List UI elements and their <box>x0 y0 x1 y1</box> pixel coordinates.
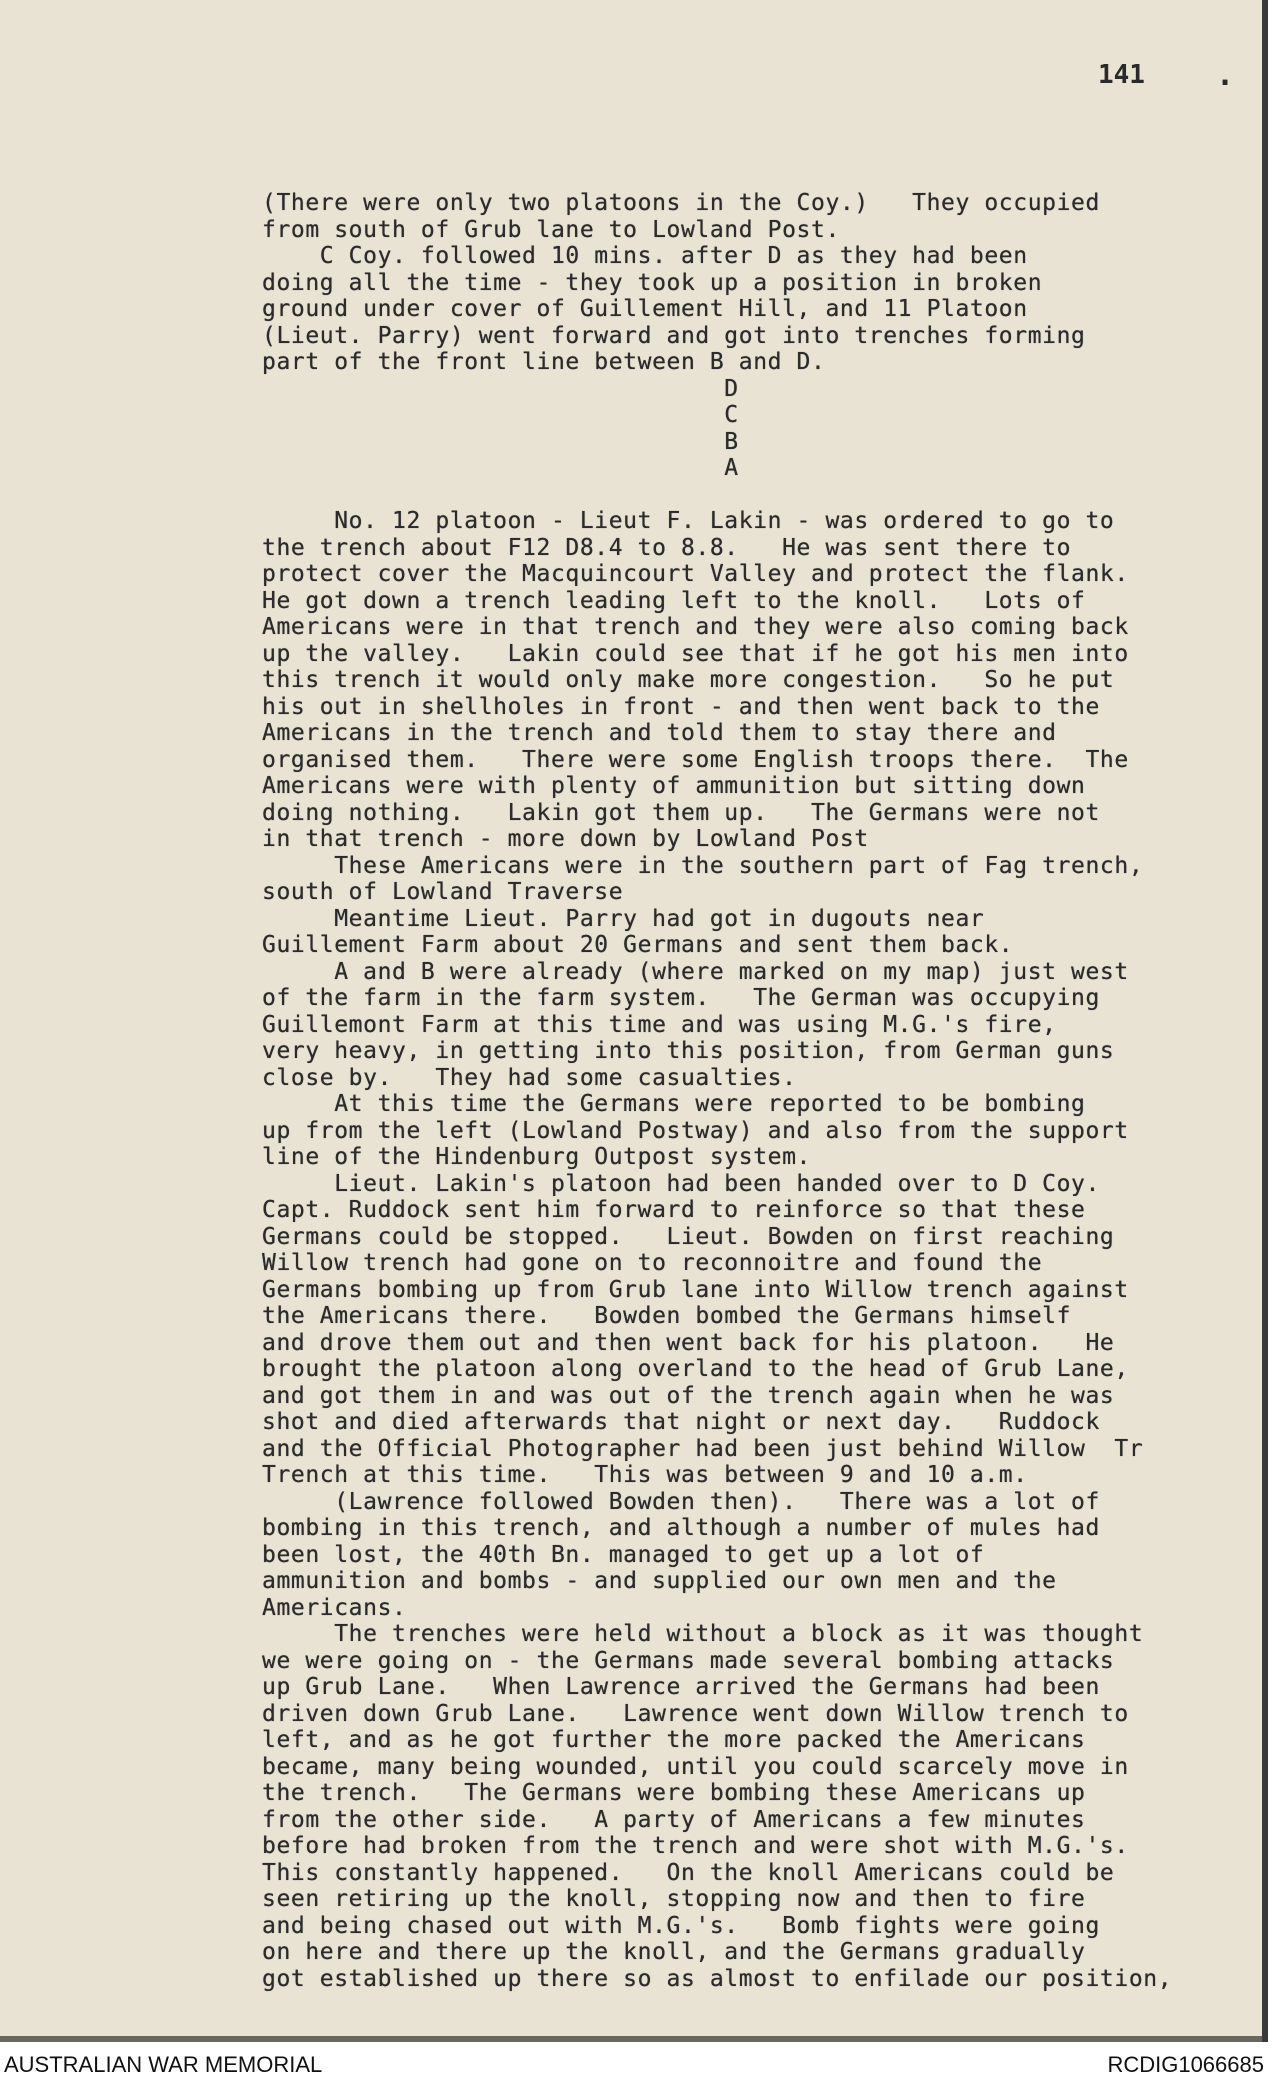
text-line: C Coy. followed 10 mins. after D as they had been <box>262 243 1028 269</box>
text-line: Meantime Lieut. Parry had got in dugouts near <box>262 905 985 932</box>
text-line: in that trench - more down by Lowland Post <box>262 826 869 852</box>
text-line: up from the left (Lowland Postway) and also from the support <box>262 1117 1129 1144</box>
text-line: and the Official Photographer had been just behind Willow Tr <box>262 1435 1144 1462</box>
text-line: C <box>262 402 739 428</box>
text-line: shot and died afterwards that night or next day. Ruddock <box>262 1409 1100 1435</box>
text-line: south of Lowland Traverse <box>262 879 624 905</box>
text-line: the Americans there. Bowden bombed the Germans himself <box>262 1303 1072 1329</box>
archive-name: AUSTRALIAN WAR MEMORIAL <box>4 2052 323 2077</box>
text-line: Americans were with plenty of ammunition but sitting down <box>262 773 1086 799</box>
text-line: doing nothing. Lakin got them up. The Germans were not <box>262 799 1100 826</box>
text-line: driven down Grub Lane. Lawrence went down Willow trench to <box>262 1700 1129 1727</box>
text-line: Guillement Farm about 20 Germans and sent them back. <box>262 932 1014 958</box>
text-line: got established up there so as almost to enfilade our position, <box>262 1965 1173 1992</box>
text-line: Guillemont Farm at this time and was using M.G.'s fire, <box>262 1011 1057 1038</box>
text-line: Germans could be stopped. Lieut. Bowden on first reaching <box>262 1223 1115 1250</box>
text-line: This constantly happened. On the knoll Americans could be <box>262 1859 1115 1886</box>
text-line: became, many being wounded, until you could scarcely move in <box>262 1753 1129 1780</box>
text-line: the trench. The Germans were bombing these Americans up <box>262 1780 1086 1806</box>
text-line: Americans were in that trench and they were also coming back <box>262 614 1129 640</box>
text-line: Trench at this time. This was between 9 and 10 a.m. <box>262 1462 1028 1488</box>
text-line: up Grub Lane. When Lawrence arrived the Germans had been <box>262 1674 1100 1700</box>
text-line: Capt. Ruddock sent him forward to reinforce so that these <box>262 1197 1086 1223</box>
text-line: brought the platoon along overland to the head of Grub Lane, <box>262 1356 1129 1382</box>
text-line <box>262 482 1242 509</box>
text-line: ammunition and bombs - and supplied our own men and the <box>262 1568 1057 1594</box>
text-line: No. 12 platoon - Lieut F. Lakin - was ordered to go to <box>262 508 1115 534</box>
text-line: left, and as he got further the more packed the Americans <box>262 1727 1086 1753</box>
text-line: He got down a trench leading left to the knoll. Lots of <box>262 587 1086 614</box>
text-line: of the farm in the farm system. The German was occupying <box>262 985 1100 1011</box>
text-line: from south of Grub lane to Lowland Post. <box>262 216 840 243</box>
text-line: Willow trench had gone on to reconnoitre and found the <box>262 1250 1043 1276</box>
text-line: on here and there up the knoll, and the Germans gradually <box>262 1939 1086 1965</box>
text-line: (Lieut. Parry) went forward and got into trenches forming <box>262 322 1086 349</box>
text-line: Germans bombing up from Grub lane into Willow trench against <box>262 1276 1129 1303</box>
archive-reference: RCDIG1066685 <box>1107 2052 1264 2077</box>
text-line: organised them. There were some English troops there. The <box>262 746 1129 773</box>
text-line: doing all the time - they took up a position in broken <box>262 269 1043 296</box>
text-line: Americans. <box>262 1594 407 1621</box>
text-line: up the valley. Lakin could see that if he got his men into <box>262 640 1129 667</box>
text-line: (Lawrence followed Bowden then). There was a lot of <box>262 1488 1100 1515</box>
text-line: At this time the Germans were reported to be bombing <box>262 1091 1086 1117</box>
text-line: been lost, the 40th Bn. managed to get up a lot of <box>262 1541 985 1568</box>
text-line: and drove them out and then went back for his platoon. He <box>262 1329 1115 1356</box>
text-line: Lieut. Lakin's platoon had been handed over to D Coy. <box>262 1170 1100 1197</box>
page-mark: . <box>1216 58 1235 93</box>
text-line: D <box>262 375 739 402</box>
text-line: part of the front line between B and D. <box>262 349 826 375</box>
text-line: before had broken from the trench and were shot with M.G.'s. <box>262 1833 1129 1859</box>
text-line: ground under cover of Guillement Hill, and 11 Platoon <box>262 296 1028 322</box>
text-line: close by. They had some casualties. <box>262 1064 797 1091</box>
text-line: A and B were already (where marked on my map) just west <box>262 958 1129 985</box>
text-line: protect cover the Macquincourt Valley and protect the flank. <box>262 561 1129 587</box>
typed-body <box>262 190 1242 1992</box>
text-line: and got them in and was out of the trench again when he was <box>262 1382 1115 1409</box>
text-line: B <box>262 428 739 455</box>
text-line: seen retiring up the knoll, stopping now and then to fire <box>262 1886 1086 1912</box>
page-number: 141 <box>1098 60 1145 90</box>
text-line: this trench it would only make more congestion. So he put <box>262 667 1115 693</box>
text-line: we were going on - the Germans made several bombing attacks <box>262 1647 1115 1674</box>
text-line: from the other side. A party of Americans a few minutes <box>262 1806 1086 1833</box>
text-line: very heavy, in getting into this position, from German guns <box>262 1038 1115 1064</box>
text-line: A <box>262 455 739 481</box>
text-line: Americans in the trench and told them to stay there and <box>262 720 1057 746</box>
text-line: and being chased out with M.G.'s. Bomb fights were going <box>262 1912 1100 1939</box>
text-line: These Americans were in the southern part of Fag trench, <box>262 852 1144 879</box>
text-line: bombing in this trench, and although a number of mules had <box>262 1515 1100 1541</box>
text-line: the trench about F12 D8.4 to 8.8. He was sent there to <box>262 534 1072 561</box>
text-line: his out in shellholes in front - and then went back to the <box>262 693 1100 720</box>
text-line: (There were only two platoons in the Coy.) They occupied <box>262 190 1100 216</box>
archive-footer <box>0 2046 1272 2082</box>
text-line: The trenches were held without a block as it was thought <box>262 1621 1144 1647</box>
text-line: line of the Hindenburg Outpost system. <box>262 1144 811 1170</box>
